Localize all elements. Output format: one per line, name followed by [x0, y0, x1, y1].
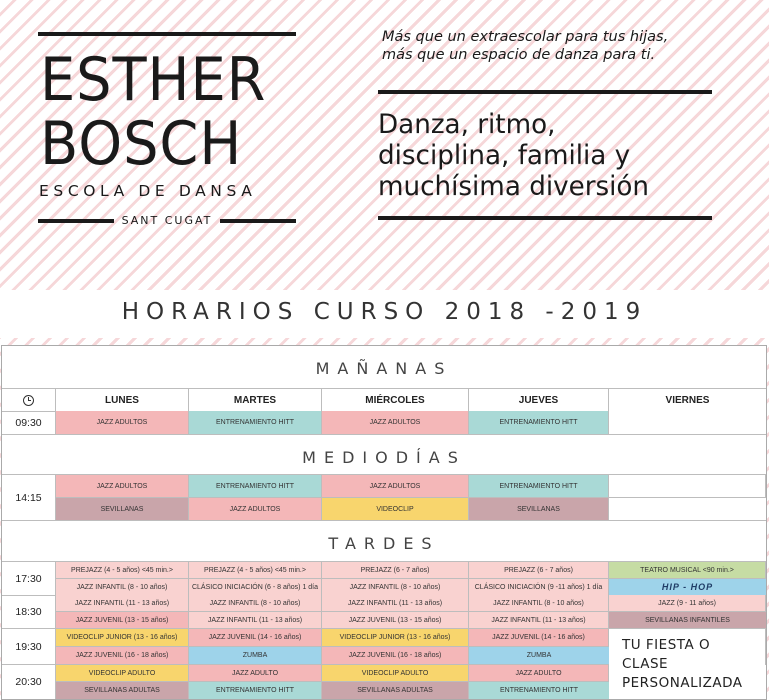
motto-bottom-rule — [378, 216, 712, 220]
class-cell: JAZZ INFANTIL (8 - 10 años) — [56, 579, 189, 596]
class-cell: CLÁSICO INICIACIÓN (9 -11 años) 1 día — [469, 579, 609, 596]
logo-city: SANT CUGAT — [121, 214, 213, 227]
class-cell: VIDEOCLIP ADULTO — [322, 665, 469, 682]
day-wednesday: MIÉRCOLES — [322, 389, 469, 412]
class-cell: CLÁSICO INICIACIÓN (6 - 8 años) 1 día — [189, 579, 322, 596]
motto-line3: muchísima diversión — [378, 171, 650, 202]
class-cell: ENTRENAMIENTO HITT — [469, 475, 609, 498]
logo-subtitle: ESCOLA DE DANSA — [39, 182, 257, 200]
class-cell: PREJAZZ (6 - 7 años) — [322, 562, 469, 579]
class-cell: TEATRO MUSICAL <90 min.> — [609, 562, 766, 579]
class-cell: SEVILLANAS ADULTAS — [56, 682, 189, 699]
table-row — [2, 411, 766, 435]
class-cell-hiphop: HIP - HOP — [609, 579, 766, 596]
class-cell: JAZZ ADULTOS — [56, 411, 189, 435]
custom-class-line1: TU FIESTA O — [622, 637, 711, 653]
class-cell: JAZZ INFANTIL (11 - 13 años) — [56, 595, 189, 612]
class-cell: JAZZ JUVENIL (16 - 18 años) — [56, 647, 189, 665]
time-cell: 20:30 — [2, 665, 56, 699]
table-row-1730 — [2, 561, 766, 596]
motto-line1: Danza, ritmo, — [378, 109, 556, 140]
class-cell: ENTRENAMIENTO HITT — [469, 411, 609, 435]
motto-line2: disciplina, familia y — [378, 140, 631, 171]
class-cell: SEVILLANAS INFANTILES — [609, 612, 766, 629]
tagline-block — [378, 28, 712, 220]
logo-city-rule-left — [38, 219, 114, 223]
class-cell: VIDEOCLIP ADULTO — [56, 665, 189, 682]
schedule-title: HORARIOS CURSO 2018 -2019 — [0, 290, 769, 338]
time-cell: 19:30 — [2, 629, 56, 665]
class-cell: JAZZ ADULTOS — [189, 498, 322, 521]
class-cell: JAZZ (9 - 11 años) — [609, 595, 766, 612]
logo-name-line1: ESTHER — [40, 45, 267, 115]
class-cell-empty — [609, 475, 766, 498]
section-title-midday: MEDIODÍAS — [302, 448, 466, 467]
class-cell: VIDEOCLIP JUNIOR (13 - 16 años) — [56, 629, 189, 647]
time-header — [2, 389, 56, 412]
class-cell: VIDEOCLIP — [322, 498, 469, 521]
class-cell: JAZZ ADULTOS — [56, 475, 189, 498]
logo-city-rule-right — [220, 219, 296, 223]
class-cell: JAZZ JUVENIL (14 - 16 años) — [469, 629, 609, 647]
class-cell: VIDEOCLIP JUNIOR (13 - 16 años) — [322, 629, 469, 647]
motto — [378, 109, 702, 202]
class-cell: JAZZ JUVENIL (14 - 16 años) — [189, 629, 322, 647]
tagline-line1: Más que un extraescolar para tus hijas, — [382, 29, 669, 45]
table-row-1830 — [2, 595, 766, 629]
table-row-midday — [2, 474, 766, 521]
class-cell: JAZZ INFANTIL (8 - 10 años) — [189, 595, 322, 612]
motto-top-rule — [378, 90, 712, 94]
class-cell: JAZZ ADULTOS — [322, 475, 469, 498]
custom-class-note — [622, 636, 762, 693]
day-thursday: JUEVES — [469, 389, 609, 412]
class-cell: JAZZ INFANTIL (11 - 13 años) — [469, 612, 609, 629]
logo-top-rule — [38, 32, 296, 36]
class-cell: PREJAZZ (4 - 5 años) <45 min.> — [56, 562, 189, 579]
class-cell: ENTRENAMIENTO HITT — [469, 682, 609, 699]
class-cell: ENTRENAMIENTO HITT — [189, 475, 322, 498]
class-cell: SEVILLANAS ADULTAS — [322, 682, 469, 699]
tagline — [382, 28, 712, 64]
class-cell: SEVILLANAS — [56, 498, 189, 521]
class-cell: JAZZ ADULTO — [469, 665, 609, 682]
class-cell: JAZZ ADULTOS — [322, 411, 469, 435]
logo — [38, 32, 296, 227]
class-cell: JAZZ INFANTIL (11 - 13 años) — [189, 612, 322, 629]
logo-city-row — [38, 214, 296, 227]
section-title-morning: MAÑANAS — [315, 359, 453, 378]
class-cell: JAZZ INFANTIL (8 - 10 años) — [469, 595, 609, 612]
custom-class-line2: CLASE — [622, 656, 669, 672]
class-cell: PREJAZZ (6 - 7 años) — [469, 562, 609, 579]
class-cell: ENTRENAMIENTO HITT — [189, 682, 322, 699]
class-cell: JAZZ INFANTIL (8 - 10 años) — [322, 579, 469, 596]
time-cell: 09:30 — [2, 411, 56, 435]
day-header-row — [2, 388, 766, 412]
section-title-afternoon: TARDES — [328, 534, 440, 553]
time-cell: 17:30 — [2, 562, 56, 596]
class-cell-empty — [609, 411, 766, 435]
logo-name — [40, 45, 278, 179]
class-cell: SEVILLANAS — [469, 498, 609, 521]
class-cell: ENTRENAMIENTO HITT — [189, 411, 322, 435]
class-cell: JAZZ INFANTIL (11 - 13 años) — [322, 595, 469, 612]
custom-class-line3: PERSONALIZADA — [622, 675, 743, 691]
class-cell: ZUMBA — [189, 647, 322, 665]
day-tuesday: MARTES — [189, 389, 322, 412]
tagline-line2: más que un espacio de danza para ti. — [382, 47, 656, 63]
class-cell: JAZZ JUVENIL (16 - 18 años) — [322, 647, 469, 665]
class-cell: PREJAZZ (4 - 5 años) <45 min.> — [189, 562, 322, 579]
class-cell: JAZZ JUVENIL (13 - 15 años) — [322, 612, 469, 629]
logo-name-line2: BOSCH — [40, 109, 243, 179]
day-monday: LUNES — [56, 389, 189, 412]
day-friday: VIERNES — [609, 389, 766, 412]
class-cell-empty — [609, 498, 766, 521]
class-cell: JAZZ ADULTO — [189, 665, 322, 682]
class-cell: ZUMBA — [469, 647, 609, 665]
class-cell: JAZZ JUVENIL (13 - 15 años) — [56, 612, 189, 629]
schedule-table — [1, 345, 767, 700]
clock-icon — [23, 395, 34, 406]
time-cell: 14:15 — [2, 475, 56, 521]
time-cell: 18:30 — [2, 595, 56, 629]
